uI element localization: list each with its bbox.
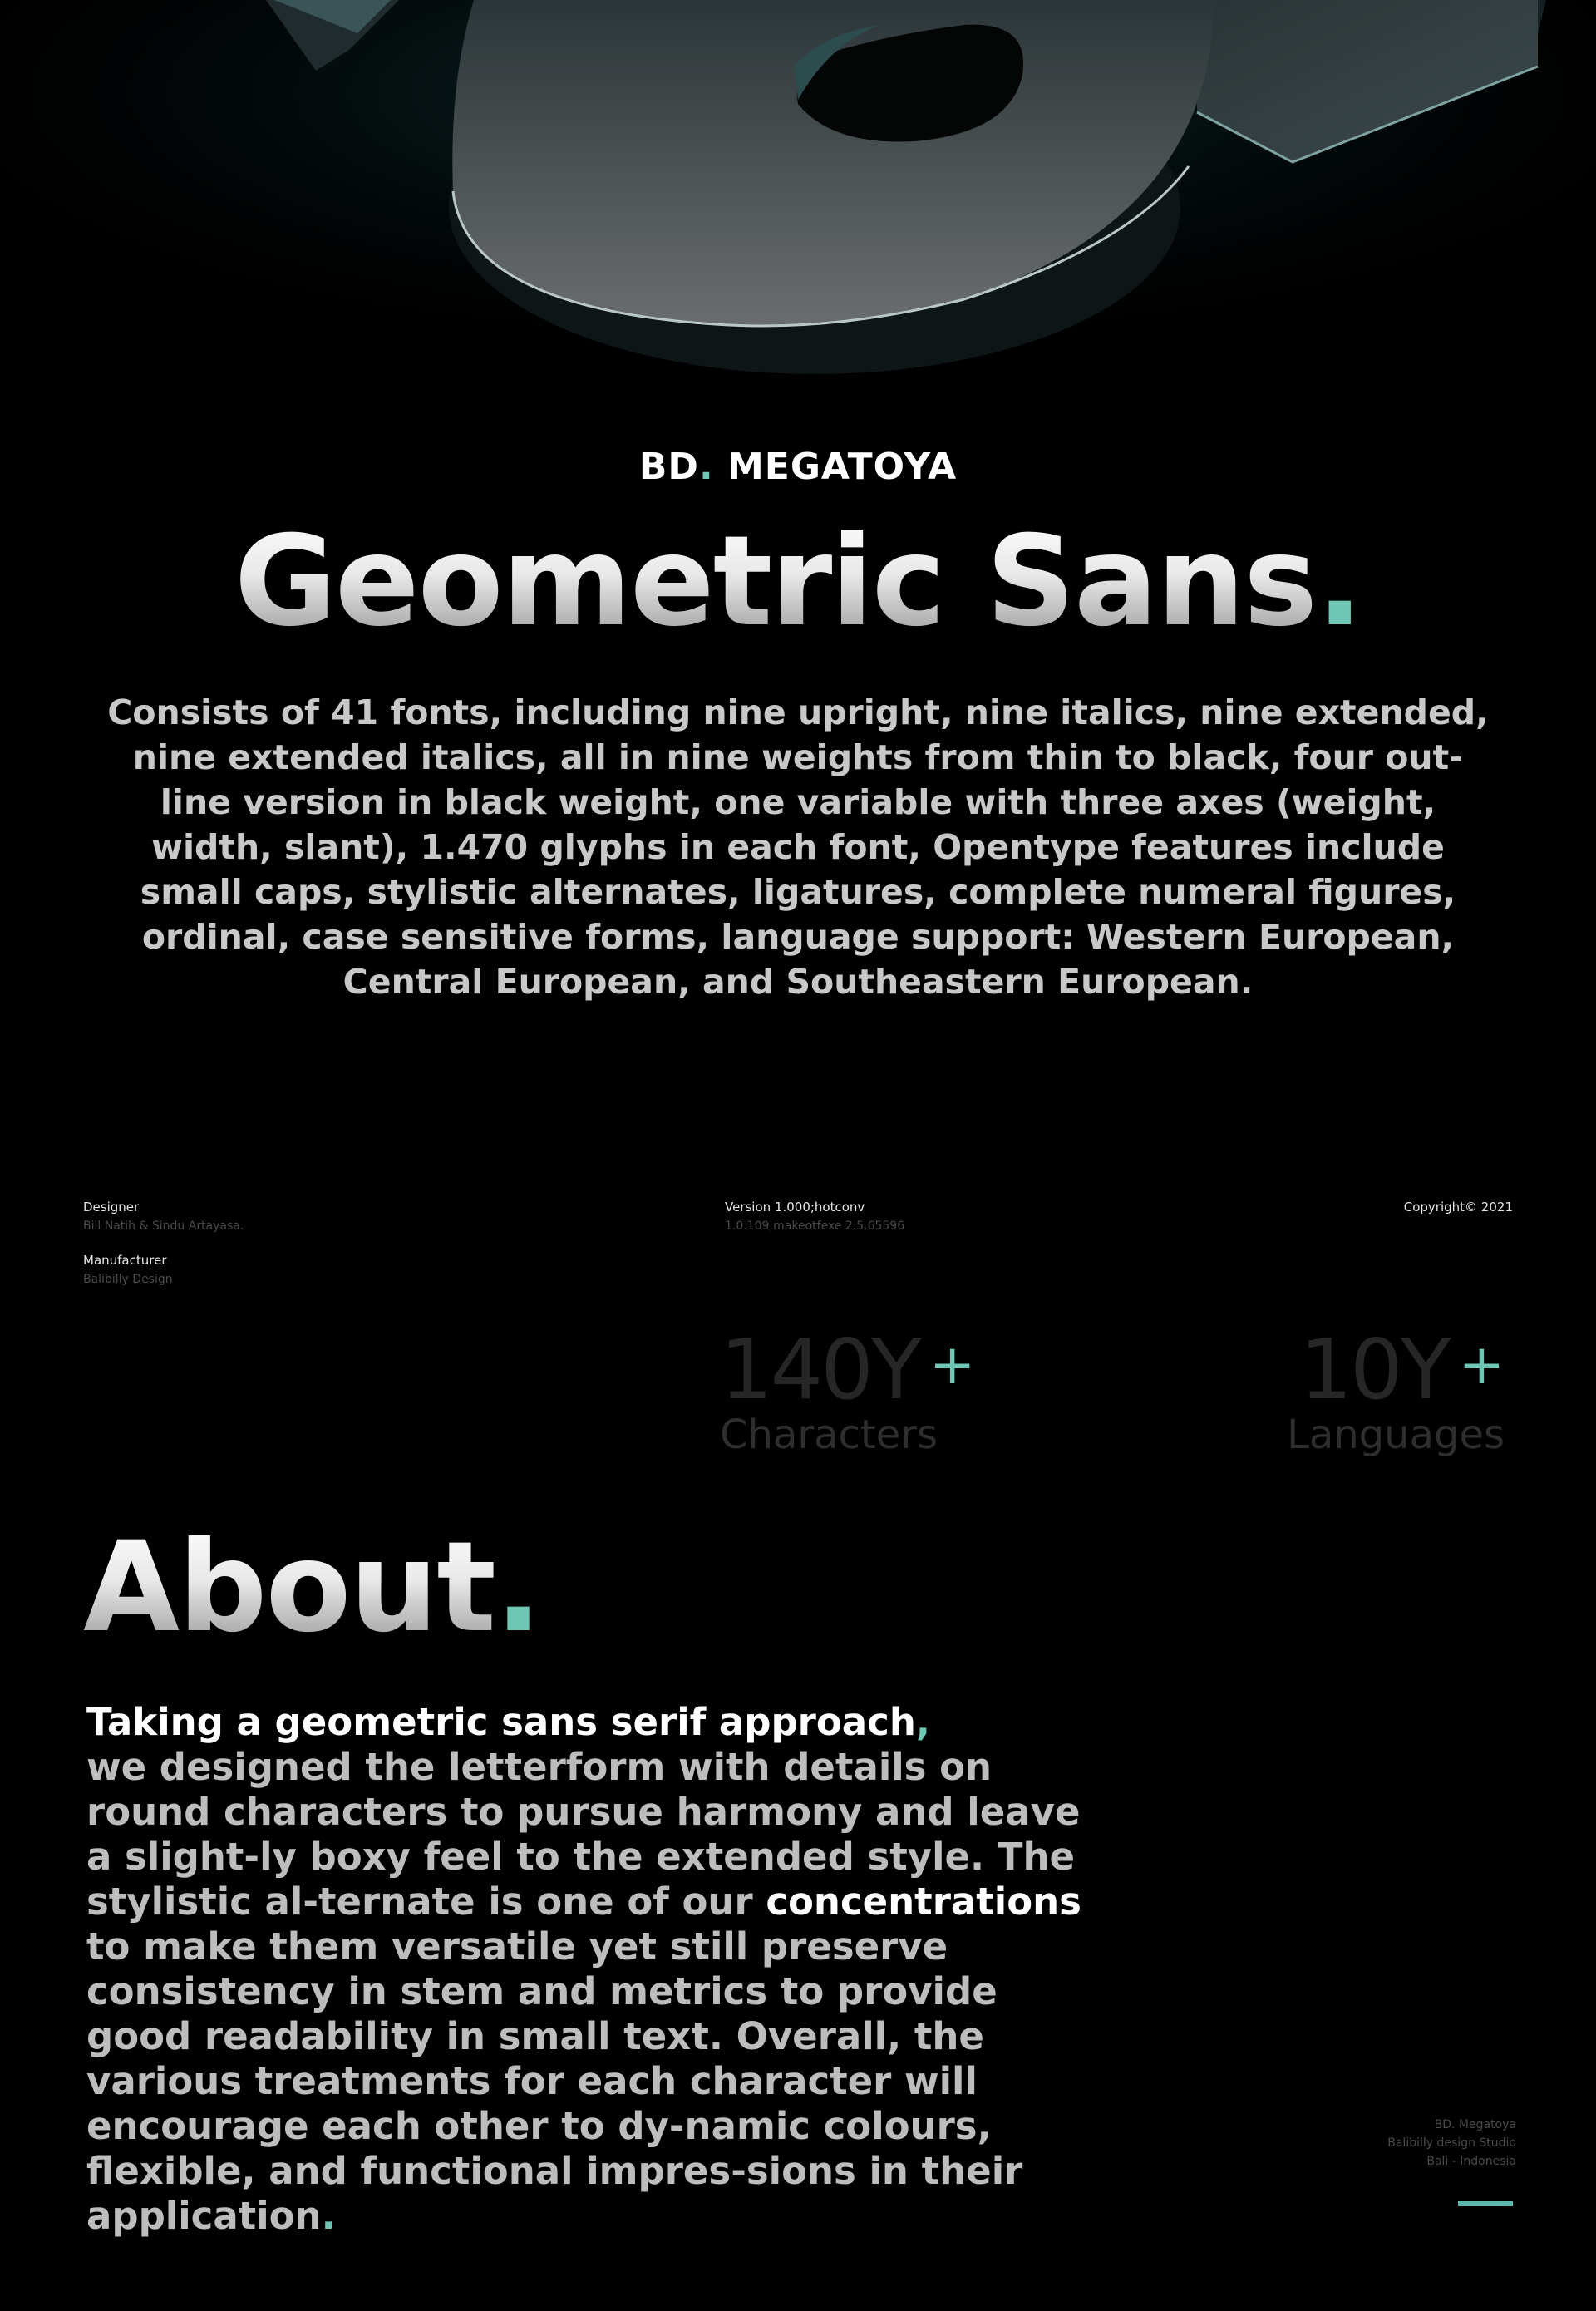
manufacturer-label: Manufacturer [83,1253,167,1268]
manufacturer-block [83,1253,173,1286]
about-lead-comma: , [915,1700,930,1744]
about-body-part1: we designed the letterform with details on round characters to pursue harmony and leave a slight-ly boxy feel to the extended style. The stylistic al-ternate is one of our [86,1745,1081,1924]
intro-paragraph: Consists of 41 fonts, including nine upright, nine italics, nine extended, nine extended italics, all in nine weights from thin to black, four out-line version in black weight, one variable with three axes (weight, width, slant), 1.470 glyphs in each font, Opentype features include small caps, stylistic alternates, ligatures, complete numeral figures, ordinal, case sensitive forms, language support: Western European, Central European, and Southeastern European. [107,692,1489,1002]
copyright-text: Copyright© 2021 [1403,1200,1513,1215]
stat-languages-plus: + [1458,1333,1505,1397]
stat-languages-glyph: Y [1400,1321,1449,1418]
designer-label: Designer [83,1200,140,1215]
manufacturer-value: Balibilly Design [83,1273,173,1286]
footer-credits [1387,2116,1516,2171]
stat-languages [1287,1321,1505,1458]
stat-characters-glyph: Y [870,1321,919,1418]
brand-wordmark: MEGATOYA [713,446,958,488]
about-heading-dot: . [495,1515,540,1660]
footer-accent-bar [1458,2201,1513,2206]
page-title-text: Geometric Sans [234,510,1317,654]
stat-characters-value: 140 [720,1321,871,1418]
about-heading-text: About [83,1515,495,1660]
about-body-part2: to make them versatile yet still preserve consistency in stem and metrics to provide good readability in small text. Overall, the various treatments for each character will encourage each other to dy-namic colours, flexible, and functional impres-sions in their application [86,1924,1023,2238]
stat-characters-plus: + [929,1333,976,1397]
about-heading [83,1513,540,1663]
about-highlight: concentrations [766,1880,1081,1924]
stat-characters [720,1321,976,1458]
about-lead: Taking a geometric sans serif approach [86,1700,916,1744]
version-block [725,1200,904,1233]
version-label: Version 1.000;hotconv [725,1200,865,1215]
stat-characters-label: Characters [720,1412,938,1458]
brand-prefix: BD [638,446,699,488]
hero-glyph-illustration [0,0,1596,466]
copyright-block [1404,1200,1513,1215]
brand-dot: . [698,446,714,488]
page-title-dot: . [1316,510,1362,654]
footer-line-3: Bali - Indonesia [1426,2155,1516,2168]
page-title [0,511,1596,653]
about-end-dot: . [321,2194,336,2238]
footer-line-1: BD. Megatoya [1434,2118,1516,2131]
designer-block [83,1200,244,1233]
stat-languages-value: 10 [1299,1321,1401,1418]
about-paragraph [86,1700,1084,2239]
brand-name [0,446,1596,488]
stat-languages-label: Languages [1287,1412,1505,1458]
designer-value: Bill Natih & Sindu Artayasa. [83,1220,244,1233]
version-value: 1.0.109;makeotfexe 2.5.65596 [725,1220,905,1233]
footer-line-2: Balibilly design Studio [1387,2136,1516,2150]
